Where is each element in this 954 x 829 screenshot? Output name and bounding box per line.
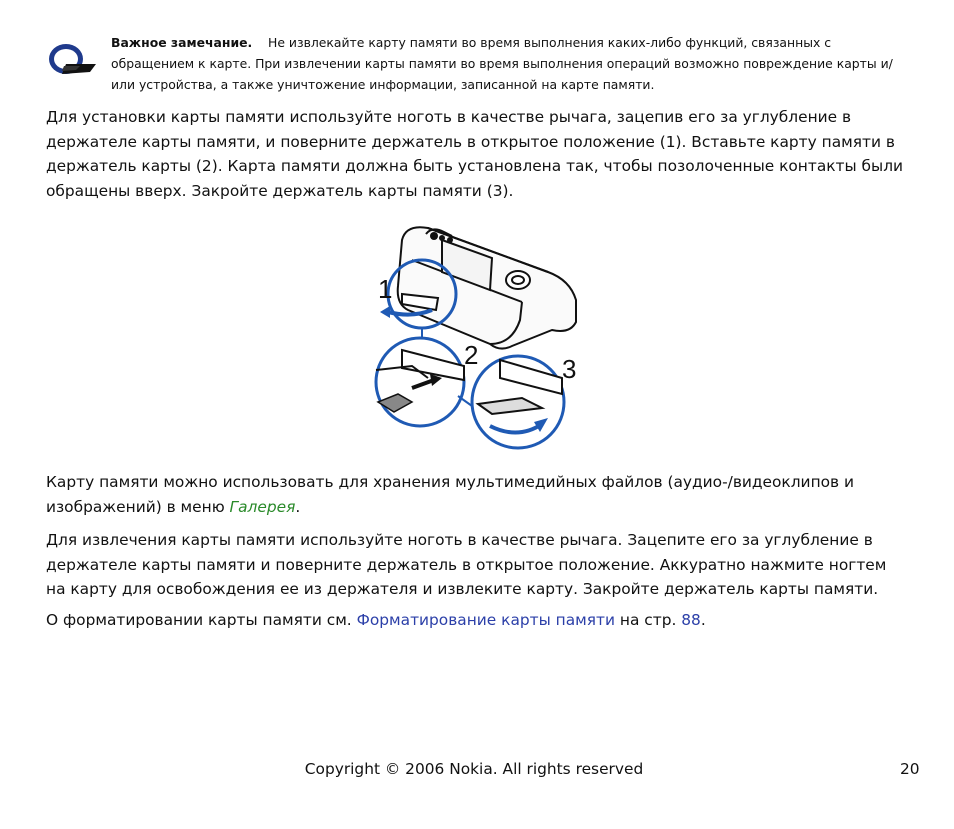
memory-card-illustration	[372, 220, 582, 455]
format-paragraph	[46, 608, 906, 633]
format-card-link[interactable]: Форматирование карты памяти	[356, 611, 615, 629]
format-middle: на стр.	[615, 611, 682, 629]
note-title: Важное замечание.	[111, 35, 253, 50]
format-text: О форматировании карты памяти см.	[46, 611, 357, 629]
phone-body	[398, 227, 576, 348]
install-paragraph: Для установки карты памяти используйте ноготь в качестве рычага, зацепив его за углубление в держателе карты памяти, и поверните держатель в открытое положение (1). Вставьте карту памяти в держатель карты (2). Карта памяти должна быть установлена так, чтобы позолоченные контакты были обращены вверх. Закройте держатель карты памяти (3).	[46, 108, 904, 200]
format-end: .	[700, 611, 706, 629]
gallery-menu-link[interactable]: Галерея	[229, 497, 296, 516]
warning-note-icon	[46, 40, 98, 78]
note-text	[111, 32, 911, 95]
usage-text: Карту памяти можно использовать для хранения мультимедийных файлов (аудио-/видеоклипов и изображений) в меню	[46, 473, 855, 516]
step2-label: 2	[464, 340, 479, 370]
page-number: 20	[900, 760, 920, 778]
step2-circle	[376, 338, 464, 426]
step3-label: 3	[562, 354, 577, 384]
page-ref-link[interactable]: 88	[681, 611, 701, 629]
copyright-footer: Copyright © 2006 Nokia. All rights reserved	[304, 760, 644, 778]
important-note	[46, 30, 916, 100]
note-body: Не извлекайте карту памяти во время выполнения каких-либо функций, связанных с обращением к карте. При извлечении карты памяти во время выполнения операций возможно повреждение карты и/или устройства, а также уничтожение информации, записанной на карте памяти.	[111, 35, 893, 92]
step1-label: 1	[378, 274, 393, 304]
remove-paragraph: Для извлечения карты памяти используйте ноготь в качестве рычага. Зацепите его за углубление в держателе карты памяти и поверните держатель в открытое положение. Аккуратно нажмите ногтем на карту для освобождения ее из держателя и извлеките карту. Закройте держатель карты памяти.	[46, 531, 887, 598]
usage-paragraph	[46, 470, 906, 519]
usage-end: .	[295, 497, 301, 516]
